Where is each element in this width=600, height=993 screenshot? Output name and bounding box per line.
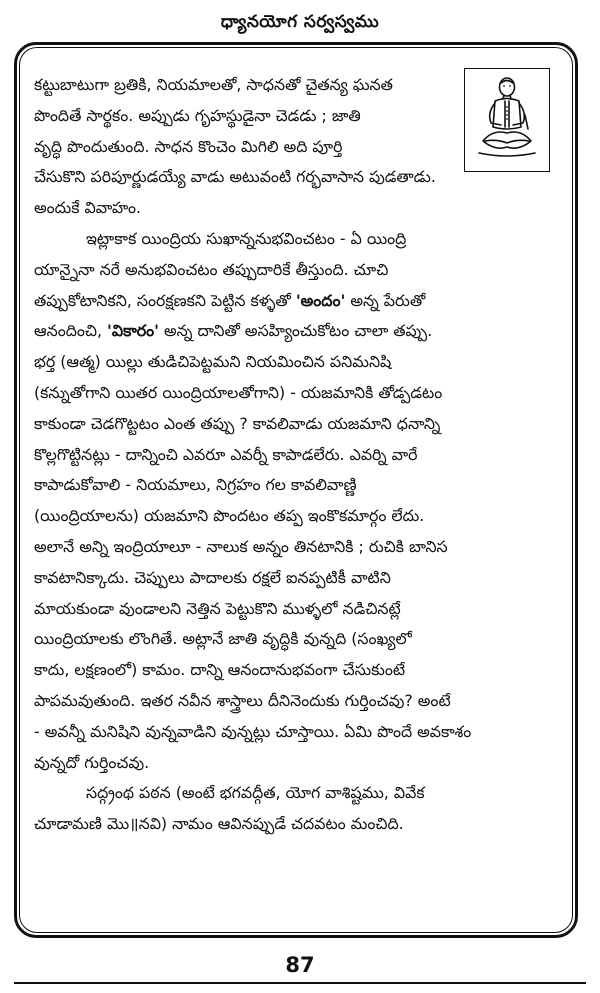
text-line: పొందితే సార్థకం. అప్పుడు గృహస్థుడైనా చెడడు ; జాతి: [34, 105, 361, 125]
running-header: ధ్యానయోగ సర్వస్వము: [220, 12, 380, 32]
text-line: భర్త (ఆత్మ) యిల్లు తుడిచిపెట్టమని నియమించిన పనిమనిషి: [34, 352, 392, 372]
text-line: పాపమవుతుంది. ఇతర నవీన శాస్త్రాలు దీనినెందుకు గుర్తించవు? అంటే: [34, 690, 451, 710]
text-segment: తప్పుకోటానికని, సంరక్షణకని పెట్టిన కళ్ళతో: [34, 290, 296, 310]
text-line: (యింద్రియాలను) యజమాని పొందటం తప్ప ఇంకొకమార్గం లేదు.: [34, 506, 425, 526]
text-line: యాన్నైనా నరే అనుభవించటం తప్పుదారికే తీస్తుంది. చూచి: [34, 259, 389, 279]
text-segment: ఆనందించి,: [34, 321, 108, 341]
text-line: కట్టుబాటుగా బ్రతికి, నియమాలతో, సాధనతో చైతన్య ఘనత: [34, 75, 393, 94]
text-line: కొల్లగొట్టినట్లు - దాన్నించి ఎవరూ ఎవర్నీ కాపాడలేరు. ఎవర్ని వారే: [34, 444, 418, 464]
text-line: [34, 316, 562, 347]
text-line: వృద్ధి పొందుతుంది. సాధన కొంచెం మిగిలి అది పూర్తి: [34, 136, 343, 156]
emphasis-vikaram: 'వికారం': [107, 321, 159, 341]
paragraph-start-line: సద్గ్రంథ పఠన (అంటే భగవద్గీత, యోగ వాశిష్టము, వివేక: [86, 783, 425, 803]
text-line: చూడామణి మొ॥నవి) నామం ఆవినప్పుడే చదవటం మంచిది.: [34, 814, 404, 834]
text-line: [34, 286, 562, 317]
text-line: (కన్నుతోగాని యితర యింద్రియాలతోగాని) - యజమానికి తోడ్పడటం: [34, 382, 443, 402]
text-line: అందుకే వివాహం.: [34, 198, 142, 218]
emphasis-andam: 'అందం': [295, 290, 346, 310]
body-text: [34, 70, 562, 840]
text-line: యింద్రియాలకు లొంగితే. అట్లానే జాతి వృద్ధికి వున్నది (సంఖ్యలో: [34, 629, 412, 649]
text-segment: అన్న దానితో అసహ్యించుకోటం చాలా తప్పు.: [159, 321, 433, 341]
text-line: కాదు, లక్షణంలో) కామం. దాన్ని ఆనందానుభవంగా చేసుకుంటే: [34, 660, 406, 680]
text-line: వున్నదో గుర్తించవు.: [34, 752, 150, 772]
text-line: మాయకుండా వుండాలని నెత్తిన పెట్టుకొని ముళ్ళలో నడిచినట్లే: [34, 598, 401, 618]
text-line: కాపాడుకోవాలి - నియమాలు, నిగ్రహం గల కావలివాణ్ణి: [34, 475, 357, 495]
text-line: - అవన్నీ మనిషిని వున్నవాడిని వున్నట్లు చూస్తాయి. ఏమి పొందే అవకాశం: [34, 721, 472, 741]
text-line: కాకుండా చెడగొట్టటం ఎంత తప్పు ? కావలివాడు యజమాని ధనాన్ని: [34, 413, 441, 433]
footer-rule: [14, 982, 586, 984]
paragraph-start-line: ఇట్లాకాక యింద్రియ సుఖాన్ననుభవించటం - ఏ యింద్రి: [86, 228, 407, 248]
text-line: అలానే అన్ని ఇంద్రియాలూ - నాలుక అన్నం తినటానికి ; రుచికి బానిస: [34, 536, 448, 556]
text-segment: అన్న పేరుతో: [345, 290, 426, 310]
text-line: చేసుకొని పరిపూర్ణుడయ్యే వాడు అటువంటి గర్భవాసాన పుడతాడు.: [34, 167, 436, 187]
text-line: కావటానిక్కాదు. చెప్పులు పాదాలకు రక్షలే ఐనప్పటికీ వాటిని: [34, 567, 391, 587]
page-number: 87: [285, 953, 315, 977]
